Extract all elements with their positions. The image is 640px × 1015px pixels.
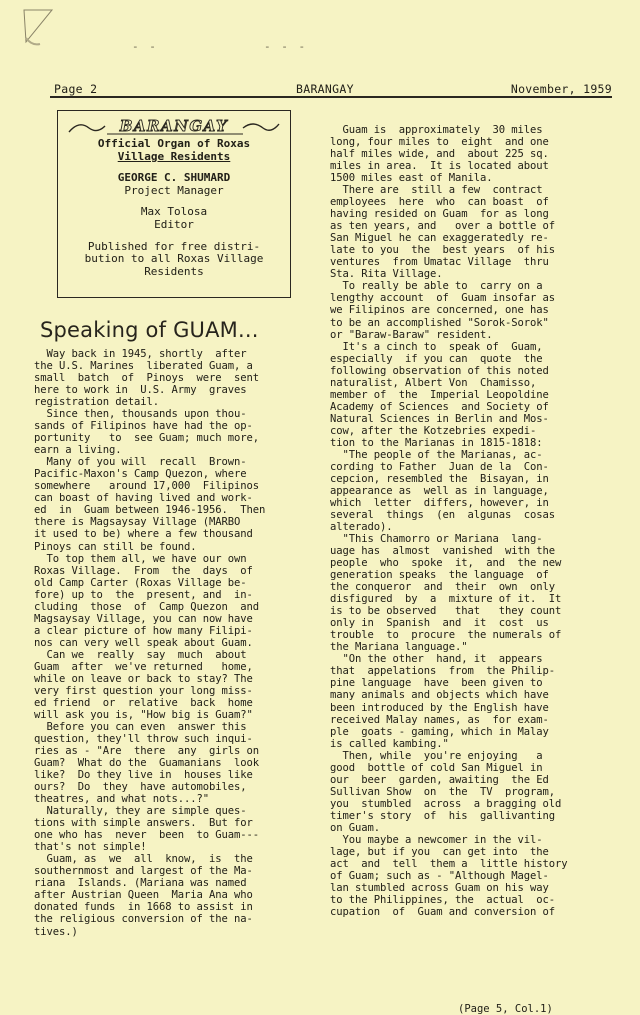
text-line: you stumbled across a bragging old	[330, 797, 562, 810]
text-line: is called kambing."	[330, 737, 449, 750]
masthead-line: Official Organ of Roxas	[97, 137, 251, 150]
text-line: Can we really say much about	[34, 648, 247, 661]
text-line: Guam after we've returned home,	[34, 660, 253, 673]
text-line: fore) up to the present, and in-	[34, 588, 253, 601]
masthead-line: bution to all Roxas Village	[84, 252, 264, 266]
text-line: Sullivan Show on the TV program,	[330, 785, 555, 798]
text-line: can boast of having lived and work-	[34, 492, 253, 505]
text-line: ventures from Umatac Village thru	[330, 256, 549, 269]
text-line: will ask you is, "How big is Guam?"	[34, 708, 253, 721]
text-line: many animals and objects which have	[330, 689, 549, 702]
text-line: cepcion, resembled the Bisayan, in	[330, 472, 549, 485]
text-line: especially if you can quote the	[330, 352, 543, 365]
text-line: tions with simple answers. But for	[34, 817, 253, 830]
text-line: lan stumbled across Guam on his way	[330, 881, 549, 894]
text-line: 1500 miles east of Manila.	[330, 172, 493, 185]
text-line: on Guam.	[330, 821, 380, 834]
text-line: there is Magsaysay Village (MARBO	[34, 516, 241, 529]
text-line: small batch of Pinoys were sent	[34, 372, 259, 385]
text-line: the religious conversion of the na-	[34, 913, 253, 926]
text-line: Many of you will recall Brown-	[34, 456, 247, 469]
masthead-line: Village Residents	[117, 149, 231, 163]
text-line: to be an accomplished "Sorok-Sorok"	[330, 316, 549, 329]
text-line: Guam? What do the Guamanians look	[34, 757, 259, 770]
text-line: question, they'll throw such inqui-	[34, 733, 253, 745]
text-line: the Mariana language."	[330, 641, 468, 654]
scan-artifact-mark: - -	[132, 40, 158, 53]
newsletter-title: BARANGAY	[296, 82, 354, 96]
text-line: it used to be) where a few thousand	[34, 528, 253, 541]
text-line: miles in area. It is located about	[330, 160, 549, 173]
text-line: old Camp Carter (Roxas Village be-	[34, 576, 247, 589]
text-line: of Guam; such as - "Although Magel-	[330, 869, 549, 882]
text-line: "The people of the Marianas, ac-	[330, 448, 543, 461]
text-line: Then, while you're enjoying a	[330, 749, 543, 762]
text-line: timer's story of his gallivanting	[330, 809, 555, 822]
text-line: To really be able to carry on a	[330, 280, 543, 293]
text-line: ries as - "Are there any girls on	[34, 745, 259, 758]
text-line: sands of Filipinos have had the op-	[34, 420, 253, 433]
editor-role: Editor	[154, 217, 194, 231]
text-line: as ten years, and over a bottle of	[330, 220, 555, 233]
text-line: good bottle of cold San Miguel in	[330, 761, 543, 774]
text-line: donated funds in 1668 to assist in	[34, 901, 253, 914]
text-line: been introduced by the English have	[330, 701, 549, 714]
text-line: alterado).	[330, 521, 393, 534]
page-number: Page 2	[54, 82, 98, 96]
text-line: Way back in 1945, shortly after	[34, 348, 247, 360]
text-line: act and tell them a little history	[330, 857, 568, 870]
text-line: earn a living.	[34, 444, 122, 457]
text-line: to the Philippines, the actual oc-	[330, 894, 555, 906]
barangay-logo	[67, 114, 282, 138]
text-line: Before you can even answer this	[34, 720, 247, 733]
text-line: There are still a few contract	[330, 184, 543, 197]
text-line: which letter differs, however, in	[330, 496, 549, 509]
text-line: tives.)	[34, 925, 78, 938]
text-line: theatres, and what nots...?"	[34, 793, 209, 806]
text-line: our beer garden, awaiting the Ed	[330, 773, 549, 786]
text-line: the U.S. Marines liberated Guam, a	[34, 360, 253, 373]
text-line: Magsaysay Village, you can now have	[34, 612, 253, 625]
text-line: You maybe a newcomer in the vil-	[330, 833, 543, 846]
text-line: naturalist, Albert Von Chamisso,	[330, 376, 537, 389]
text-line: received Malay names, as for exam-	[330, 713, 549, 726]
text-line: ple goats - gaming, which in Malay	[330, 725, 549, 738]
text-line: cow, after the Kotzebries expedi-	[330, 424, 537, 437]
text-line: portunity to see Guam; much more,	[34, 432, 259, 445]
article-right-column	[330, 124, 620, 918]
text-line: or "Baraw-Baraw" resident.	[330, 328, 493, 341]
article-left-column	[34, 348, 330, 938]
text-line: registration detail.	[34, 396, 159, 409]
logo-lettering: BARANGAY	[119, 117, 228, 135]
text-line: only in Spanish and it cost us	[330, 617, 549, 630]
editor-name: Max Tolosa	[140, 205, 208, 219]
text-line: disfigured by a mixture of it. It	[330, 593, 562, 606]
text-line: employees here who can boast of	[330, 196, 549, 209]
text-line: here to work in U.S. Army graves	[34, 384, 247, 397]
text-line: southernmost and largest of the Ma-	[34, 865, 253, 878]
text-line: Natural Sciences in Berlin and Mos-	[330, 412, 549, 425]
text-line: several things (en algunas cosas	[330, 509, 555, 521]
text-line: uage has almost vanished with the	[330, 545, 555, 558]
text-line: that's not simple!	[34, 841, 147, 854]
text-line: late to you the best years of his	[330, 244, 555, 257]
text-line: following observation of this noted	[330, 364, 549, 377]
text-line: one who has never been to Guam---	[34, 829, 259, 842]
text-line: is to be observed that they count	[330, 605, 562, 618]
text-line: San Miguel he can exaggeratedly re-	[330, 232, 549, 245]
text-line: long, four miles to eight and one	[330, 136, 549, 149]
text-line: having resided on Guam for as long	[330, 208, 549, 221]
masthead-line: Residents	[144, 264, 204, 278]
scan-artifact-mark: - - -	[264, 40, 308, 53]
text-line: we Filipinos are concerned, one has	[330, 304, 549, 317]
masthead-box	[57, 110, 291, 298]
text-line: trouble to procure the numerals of	[330, 629, 562, 642]
text-line: member of the Imperial Leopoldine	[330, 388, 549, 401]
text-line: very first question your long miss-	[34, 684, 253, 697]
masthead-line: Published for free distri-	[87, 239, 261, 253]
text-line: Sta. Rita Village.	[330, 268, 443, 281]
text-line: Guam, as we all know, is the	[34, 853, 253, 866]
text-line: people who spoke it, and the new	[330, 557, 562, 570]
text-line: riana Islands. (Mariana was named	[34, 877, 247, 890]
text-line: ed in Guam between 1946-1956. Then	[34, 504, 266, 517]
text-line: Academy of Sciences and Society of	[330, 400, 549, 413]
text-line: Guam is approximately 30 miles	[330, 124, 543, 136]
text-line: lage, but if you can get into the	[330, 845, 549, 858]
text-line: a clear picture of how many Filipi-	[34, 624, 253, 637]
text-line: It's a cinch to speak of Guam,	[330, 340, 543, 353]
text-line: pine language have been given to	[330, 677, 543, 690]
text-line: tion to the Marianas in 1815-1818:	[330, 436, 543, 449]
text-line: Since then, thousands upon thou-	[34, 408, 247, 421]
text-line: cluding those of Camp Quezon and	[34, 600, 259, 613]
text-line: lengthy account of Guam insofar as	[330, 292, 555, 305]
text-line: Pinoys can still be found.	[34, 540, 197, 553]
text-line: the conqueror and their own only	[330, 581, 555, 594]
text-line: To top them all, we have our own	[34, 552, 247, 565]
text-line: Pacific-Maxon's Camp Quezon, where	[34, 468, 247, 481]
text-line: Naturally, they are simple ques-	[34, 805, 247, 818]
text-line: cupation of Guam and conversion of	[330, 906, 555, 919]
text-line: appearance as well as in language,	[330, 484, 549, 497]
manager-name: GEORGE C. SHUMARD	[117, 171, 231, 185]
text-line: like? Do they live in houses like	[34, 769, 253, 782]
text-line: that appelations from the Philip-	[330, 665, 555, 678]
header-rule	[50, 96, 612, 98]
text-line: cording to Father Juan de la Con-	[330, 460, 549, 473]
text-line: "This Chamorro or Mariana lang-	[330, 533, 543, 546]
text-line: after Austrian Queen Maria Ana who	[34, 889, 253, 902]
article-headline: Speaking of GUAM...	[40, 318, 259, 342]
paper-corner-mark	[22, 8, 62, 48]
text-line: while on leave or back to stay? The	[34, 672, 253, 685]
manager-role: Project Manager	[124, 183, 224, 197]
text-line: ours? Do they have automobiles,	[34, 781, 247, 794]
text-line: Roxas Village. From the days of	[34, 564, 253, 577]
text-line: "On the other hand, it appears	[330, 653, 543, 666]
text-line: ed friend or relative back home	[34, 696, 253, 709]
text-line: half miles wide, and about 225 sq.	[330, 148, 549, 161]
issue-date: November, 1959	[510, 82, 612, 96]
text-line: nos can very well speak about Guam.	[34, 636, 253, 649]
continuation-note: (Page 5, Col.1)	[458, 1003, 553, 1015]
text-line: generation speaks the language of	[330, 569, 549, 582]
text-line: somewhere around 17,000 Filipinos	[34, 480, 259, 493]
